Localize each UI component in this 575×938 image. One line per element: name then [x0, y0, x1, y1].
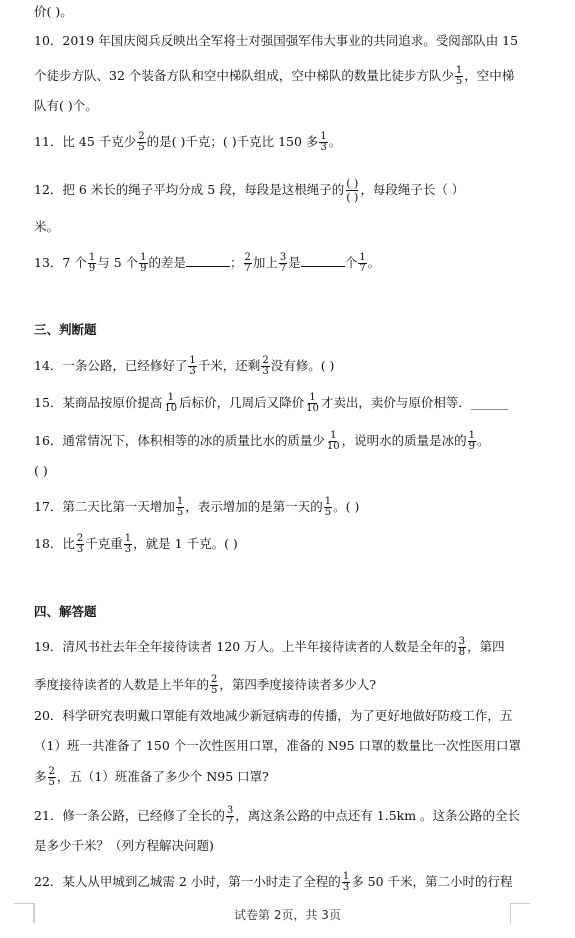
denominator: 5 — [138, 142, 145, 153]
text: 是多少千米？（列方程解决问题) — [34, 838, 214, 853]
denominator: 3 — [342, 882, 350, 893]
denominator: 7 — [244, 263, 251, 274]
question-20-line-2 — [34, 738, 521, 754]
numerator: 1 — [167, 392, 174, 403]
fraction — [210, 675, 218, 696]
fraction — [124, 534, 132, 555]
text: 价( )。 — [34, 4, 73, 19]
numerator: ( ) — [346, 177, 359, 190]
text: ，第四 — [467, 639, 505, 654]
text: ，离这条公路的中点还有 1.5km 。这条公路的全长 — [235, 808, 521, 823]
denominator: 7 — [279, 263, 287, 274]
text: 11．比 45 千克少 — [34, 134, 137, 149]
text: ( ) — [34, 463, 48, 478]
text: 21．修一条公路，已经修了全长的 — [34, 808, 225, 823]
numerator: 3 — [226, 805, 234, 816]
text: ，就是 1 千克。( ) — [133, 536, 238, 551]
text: ，每段绳子长（ ） — [360, 182, 465, 197]
denominator: 5 — [176, 507, 184, 518]
fraction — [458, 637, 466, 658]
line-price — [34, 4, 73, 20]
numerator: 1 — [359, 252, 366, 263]
question-17 — [34, 497, 359, 518]
text: 个 — [344, 255, 358, 270]
denominator: ( ) — [346, 191, 359, 204]
fraction — [326, 431, 341, 452]
fraction-placeholder — [346, 177, 358, 204]
numerator: 1 — [88, 252, 96, 263]
fraction — [342, 872, 350, 893]
denominator: 5 — [211, 685, 218, 696]
text: 15．某商品按原价提高 — [34, 395, 163, 410]
section-3-heading — [34, 322, 97, 338]
text: 与 5 个 — [97, 255, 139, 270]
text: 12．把 6 米长的绳子平均分成 5 段，每段是这根绳子的 — [34, 182, 345, 197]
fraction — [279, 253, 287, 274]
question-15 — [34, 393, 508, 414]
question-14 — [34, 356, 334, 377]
question-22 — [34, 872, 513, 893]
question-21-line-2 — [34, 838, 214, 854]
fraction — [48, 767, 56, 788]
question-19-line-2 — [34, 675, 376, 696]
question-10-line-1 — [34, 33, 518, 49]
question-10-line-2 — [34, 66, 514, 87]
denominator: 5 — [455, 76, 463, 87]
text: 季度接待读者的人数是上半年的 — [34, 677, 210, 692]
numerator: 1 — [455, 65, 463, 76]
text: 后标价，几周后又降价 — [179, 395, 305, 410]
numerator: 3 — [458, 636, 466, 647]
question-11 — [34, 132, 341, 153]
numerator: 1 — [189, 355, 196, 366]
fraction — [163, 393, 178, 414]
denominator: 10 — [326, 441, 340, 452]
denominator: 3 — [189, 366, 196, 377]
text: ，第四季度接待读者多少人? — [219, 677, 377, 692]
text: ，空中梯 — [464, 68, 515, 83]
question-13 — [34, 253, 380, 274]
numerator: 2 — [76, 533, 84, 544]
fraction — [305, 393, 320, 414]
answer-blank — [186, 254, 230, 267]
page-footer: 试卷第 2页，共 3页 — [234, 908, 341, 922]
denominator: 3 — [124, 544, 132, 555]
text: 18．比 — [34, 536, 75, 551]
text: 。( ) — [333, 499, 360, 514]
fraction — [226, 806, 234, 827]
text: ，说明水的质量是冰的 — [341, 433, 467, 448]
text: 米。 — [34, 219, 60, 234]
question-20-line-3 — [34, 767, 269, 788]
text: 多 50 千米，第二小时的行程 — [351, 874, 513, 889]
numerator: 1 — [176, 496, 184, 507]
denominator: 7 — [359, 263, 366, 274]
fraction — [76, 534, 84, 555]
numerator: 1 — [330, 430, 337, 441]
text: 22．某人从甲城到乙城需 2 小时，第一小时走了全程的 — [34, 874, 341, 889]
text: 队有( )个。 — [34, 98, 98, 113]
text: 多 — [34, 769, 47, 784]
text: 的是( )千克；( )千克比 150 多 — [146, 134, 319, 149]
question-12-unit — [34, 219, 59, 235]
text: 个徒步方队、32 个装备方队和空中梯队组成，空中梯队的数量比徒步方队少 — [34, 68, 454, 83]
text: 14．一条公路，已经修好了 — [34, 358, 188, 373]
text: ，表示增加的是第一天的 — [185, 499, 323, 514]
text: 千克重 — [85, 536, 123, 551]
fraction — [88, 253, 96, 274]
text: （1）班一共准备了 150 个一次性医用口罩，准备的 N95 口罩的数量比一次性医用口罩 — [34, 738, 522, 753]
answer-blank — [301, 254, 345, 267]
denominator: 9 — [88, 263, 96, 274]
denominator: 10 — [306, 403, 319, 414]
fraction — [319, 132, 327, 153]
numerator: 2 — [211, 674, 218, 685]
denominator: 5 — [324, 507, 332, 518]
text: ； — [230, 255, 243, 270]
text: 。 — [477, 433, 490, 448]
fraction — [137, 132, 145, 153]
text: 16．通常情况下，体积相等的冰的质量比水的质量少 — [34, 433, 325, 448]
text: 17．第二天比第一天增加 — [34, 499, 175, 514]
numerator: 2 — [244, 252, 251, 263]
question-20-line-1 — [34, 708, 512, 724]
denominator: 3 — [262, 366, 269, 377]
section-4-heading — [34, 604, 97, 620]
numerator: 1 — [320, 131, 327, 142]
question-19-line-1 — [34, 637, 505, 658]
text: 。 — [367, 255, 381, 270]
question-16 — [34, 431, 490, 452]
text: 是 — [288, 255, 301, 270]
denominator: 9 — [468, 441, 476, 452]
text: 四、解答题 — [34, 604, 97, 619]
question-10-line-3 — [34, 98, 98, 114]
numerator: 1 — [309, 392, 316, 403]
numerator: 1 — [140, 252, 147, 263]
text: 19．清风书社去年全年接待读者 120 万人。上半年接待读者的人数是全年的 — [34, 639, 457, 654]
question-12 — [34, 177, 464, 204]
question-18 — [34, 534, 238, 555]
numerator: 2 — [138, 131, 145, 142]
denominator: 10 — [164, 403, 178, 414]
denominator: 7 — [226, 816, 234, 827]
numerator: 1 — [468, 430, 476, 441]
numerator: 1 — [342, 871, 350, 882]
text: 的差是 — [148, 255, 187, 270]
text: 10．2019 年国庆阅兵反映出全军将士对强国强军伟大事业的共同追求。受阅部队由 15 — [34, 33, 519, 48]
fraction — [468, 431, 476, 452]
fraction — [358, 253, 366, 274]
fraction — [188, 356, 196, 377]
denominator: 9 — [140, 263, 147, 274]
text: ，五（1）班准备了多少个 N95 口罩? — [56, 769, 269, 784]
text: 千米，还剩 — [197, 358, 261, 373]
numerator: 1 — [324, 496, 332, 507]
fraction — [139, 253, 147, 274]
text: 才卖出，卖价与原价相等．______ — [320, 395, 509, 410]
text: 13．7 个 — [34, 255, 87, 270]
text: 三、判断题 — [34, 322, 97, 337]
fraction — [244, 253, 252, 274]
numerator: 2 — [48, 766, 55, 777]
text: 20．科学研究表明戴口罩能有效地减少新冠病毒的传播，为了更好地做好防疫工作，五 — [34, 708, 513, 723]
fraction — [455, 66, 463, 87]
numerator: 3 — [279, 252, 287, 263]
question-16-answer — [34, 463, 48, 479]
denominator: 8 — [458, 647, 466, 658]
fraction — [261, 356, 269, 377]
fraction — [176, 497, 184, 518]
numerator: 2 — [262, 355, 269, 366]
question-21-line-1 — [34, 806, 520, 827]
denominator: 3 — [76, 544, 84, 555]
numerator: 1 — [124, 533, 132, 544]
text: 加上 — [252, 255, 278, 270]
fraction — [324, 497, 332, 518]
text: 。 — [328, 134, 342, 149]
denominator: 3 — [320, 142, 327, 153]
text: 没有修。( ) — [270, 358, 335, 373]
denominator: 5 — [48, 777, 55, 788]
